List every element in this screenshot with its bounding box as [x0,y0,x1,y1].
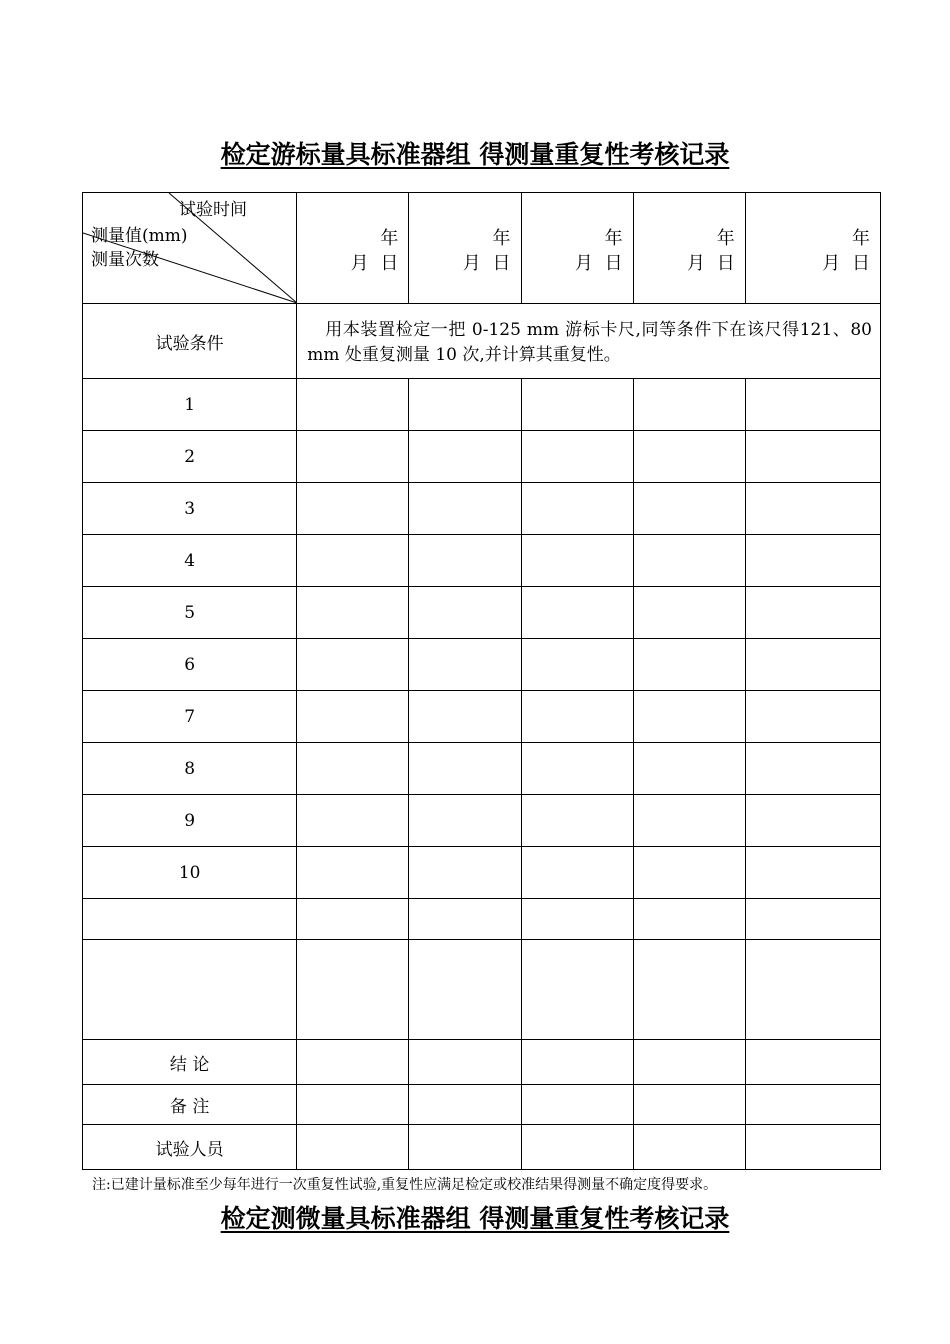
tester-label: 试验人员 [83,1125,297,1170]
measurement-value-cell[interactable] [297,587,409,639]
measurement-value-cell[interactable] [745,691,880,743]
measurement-value-cell[interactable] [745,847,880,899]
measurement-index: 5 [83,587,297,639]
measurement-row [83,691,881,743]
measurement-value-cell[interactable] [633,639,745,691]
measurement-value-cell[interactable] [297,847,409,899]
measurement-value-cell[interactable] [633,431,745,483]
record-title-micrometer [0,1204,950,1234]
measurement-value-cell[interactable] [633,483,745,535]
measurement-row [83,743,881,795]
measurement-index: 10 [83,847,297,899]
measurement-row [83,483,881,535]
measurement-value-cell[interactable] [745,535,880,587]
measurement-row [83,639,881,691]
measurement-value-cell[interactable] [745,587,880,639]
measurement-value-cell[interactable] [409,847,521,899]
measurement-value-cell[interactable] [633,691,745,743]
measurement-row [83,379,881,431]
measurement-value-cell[interactable] [633,743,745,795]
measurement-index: 6 [83,639,297,691]
date-month-day-label: 月 日 [462,253,511,274]
date-cell[interactable] [521,193,633,304]
measurement-value-cell[interactable] [409,587,521,639]
date-cell[interactable] [633,193,745,304]
date-month-day-label: 月 日 [350,253,399,274]
measurement-value-cell[interactable] [409,535,521,587]
remark-row [83,1085,881,1125]
conclusion-label: 结 论 [83,1040,297,1085]
measurement-value-cell[interactable] [521,639,633,691]
date-month-day-label: 月 日 [574,253,623,274]
measurement-value-cell[interactable] [521,379,633,431]
measurement-value-cell[interactable] [745,743,880,795]
measurement-value-cell[interactable] [521,431,633,483]
measurement-value-cell[interactable] [297,379,409,431]
condition-text: 用本装置检定一把 0-125 mm 游标卡尺,同等条件下在该尺得121、80 mm 处重复测量 10 次,并计算其重复性。 [297,304,881,379]
measurement-value-cell[interactable] [297,483,409,535]
record-title-vernier [0,140,950,170]
record-title-micrometer-text: 检定测微量具标准器组 得测量重复性考核记录 [220,1204,730,1233]
condition-row [83,304,881,379]
measurement-value-cell[interactable] [409,795,521,847]
diagonal-header-cell [83,193,297,304]
measurement-value-cell[interactable] [745,639,880,691]
measurement-value-cell[interactable] [745,431,880,483]
measurement-value-cell[interactable] [521,483,633,535]
test-time-label: 试验时间 [179,200,247,220]
measurement-row [83,587,881,639]
tester-row [83,1125,881,1170]
date-year-label: 年 [492,228,511,249]
measurement-value-cell[interactable] [521,847,633,899]
measurement-row [83,847,881,899]
measurement-value-cell[interactable] [745,379,880,431]
measurement-value-cell[interactable] [409,379,521,431]
measurement-index: 4 [83,535,297,587]
measurement-value-cell[interactable] [297,431,409,483]
record-title-vernier-text: 检定游标量具标准器组 得测量重复性考核记录 [220,140,730,169]
measurement-value-cell[interactable] [409,639,521,691]
measurement-value-cell[interactable] [521,587,633,639]
measurement-value-cell[interactable] [297,535,409,587]
header-row [83,193,881,304]
measurement-value-cell[interactable] [745,795,880,847]
measurement-value-cell[interactable] [521,743,633,795]
measurement-value-cell[interactable] [521,535,633,587]
measurement-row [83,535,881,587]
measurement-value-cell[interactable] [633,795,745,847]
measurement-value-cell[interactable] [633,587,745,639]
date-month-day-label: 月 日 [822,253,870,274]
measurement-value-cell[interactable] [297,691,409,743]
measurement-index: 2 [83,431,297,483]
measurement-value-cell[interactable] [297,743,409,795]
date-cell[interactable] [297,193,409,304]
measurement-index: 3 [83,483,297,535]
blank-row [83,899,881,940]
blank-tall-row [83,940,881,1040]
measurement-value-cell[interactable] [409,483,521,535]
measurement-value-cell[interactable] [297,795,409,847]
measurement-count-label: 测量次数 [91,250,159,270]
date-year-label: 年 [716,228,735,249]
measurement-value-cell[interactable] [521,691,633,743]
condition-label: 试验条件 [83,304,297,379]
measurement-index: 8 [83,743,297,795]
measurement-rows [83,379,881,899]
measurement-value-cell[interactable] [409,743,521,795]
measurement-value-cell[interactable] [409,431,521,483]
measurement-row [83,795,881,847]
measurement-value-cell[interactable] [409,691,521,743]
date-year-label: 年 [852,228,870,249]
measurement-index: 7 [83,691,297,743]
date-cell[interactable] [409,193,521,304]
measurement-value-cell[interactable] [297,639,409,691]
repeatability-record-table [82,192,881,1170]
date-year-label: 年 [380,228,399,249]
conclusion-row [83,1040,881,1085]
measurement-value-cell[interactable] [633,379,745,431]
measurement-value-cell[interactable] [633,535,745,587]
measurement-value-cell[interactable] [633,847,745,899]
measurement-row [83,431,881,483]
measurement-index: 1 [83,379,297,431]
measurement-index: 9 [83,795,297,847]
footnote: 注:已建计量标准至少每年进行一次重复性试验,重复性应满足检定或校准结果得测量不确定度得要求。 [92,1177,718,1193]
remark-label: 备 注 [83,1085,297,1125]
date-cell[interactable] [745,193,880,304]
measured-value-label: 测量值(mm) [91,226,188,246]
measurement-value-cell[interactable] [521,795,633,847]
measurement-value-cell[interactable] [745,483,880,535]
date-year-label: 年 [604,228,623,249]
date-month-day-label: 月 日 [687,253,735,274]
